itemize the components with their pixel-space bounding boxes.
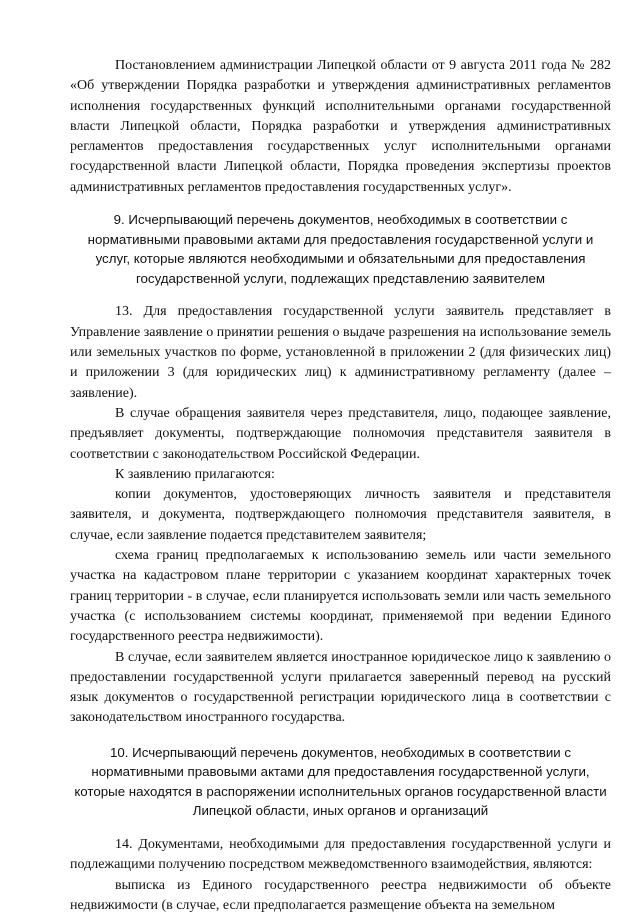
section-10-heading: 10. Исчерпывающий перечень документов, необходимых в соответствии с нормативными правовыми актами для предоставления государственной услуги, которые находятся в распоряжении исполнительных органов государственной власти Липецкой области, иных органов и организаций xyxy=(74,744,607,819)
copies-paragraph: копии документов, удостоверяющих личность заявителя и представителя заявителя, и документа, подтверждающего полномочия представителя заявителя, в случае, если заявление подается представителем заявителя; xyxy=(70,487,611,543)
item-13-paragraph: 13. Для предоставления государственной услуги заявитель представляет в Управление заявление о принятии решения о выдаче разрешения на использование земель или земельных участков по форме, установленной в приложении 2 (для физических лиц) и приложении 3 (для юридических лиц) к административному регламенту (далее – заявление). xyxy=(70,304,611,401)
section-9-heading: 9. Исчерпывающий перечень документов, необходимых в соответствии с нормативными правовыми актами для предоставления государственной услуги и услуг, которые являются необходимыми и обязательными для предоставления государственной услуги, подлежащих представлению заявителем xyxy=(87,212,594,286)
scheme-paragraph: схема границ предполагаемых к использованию земель или части земельного участка на кадастровом плане территории с указанием координат характерных точек границ территории - в случае, если планируется использовать земли или часть земельного участка (с использованием системы координат, применяемой при ведении Единого государственного реестра недвижимости). xyxy=(70,548,611,645)
representative-paragraph: В случае обращения заявителя через представителя, лицо, подающее заявление, предъявляет документы, подтверждающие полномочия представителя заявителя в соответствии с законодательством Российской Федерации. xyxy=(70,405,611,462)
attachments-intro: К заявлению прилагаются: xyxy=(115,466,275,482)
document-page xyxy=(70,56,611,916)
item-14-paragraph: 14. Документами, необходимыми для предоставления государственной услуги и подлежащими получению посредством межведомственного взаимодействия, являются: xyxy=(70,837,611,873)
foreign-entity-paragraph: В случае, если заявителем является иностранное юридическое лицо к заявлению о предоставлении государственной услуги прилагается заверенный перевод на русский язык документов о государственной регистрации юридического лица в соответствии с законодательством иностранного государства. xyxy=(70,649,611,726)
intro-paragraph: Постановлением администрации Липецкой области от 9 августа 2011 года № 282 «Об утверждении Порядка разработки и утверждения административных регламентов исполнения государственных функций исполнительными органами государственной власти Липецкой области, Порядка разработки и утверждения административных регламентов предоставления государственных услуг исполнительными органами государственной власти Липецкой области, Порядка проведения экспертизы проектов административных регламентов предоставления государственных услуг». xyxy=(70,58,611,195)
extract-paragraph: выписка из Единого государственного реестра недвижимости об объекте недвижимости (в случае, если предполагается размещение объекта на земельном xyxy=(70,877,611,913)
